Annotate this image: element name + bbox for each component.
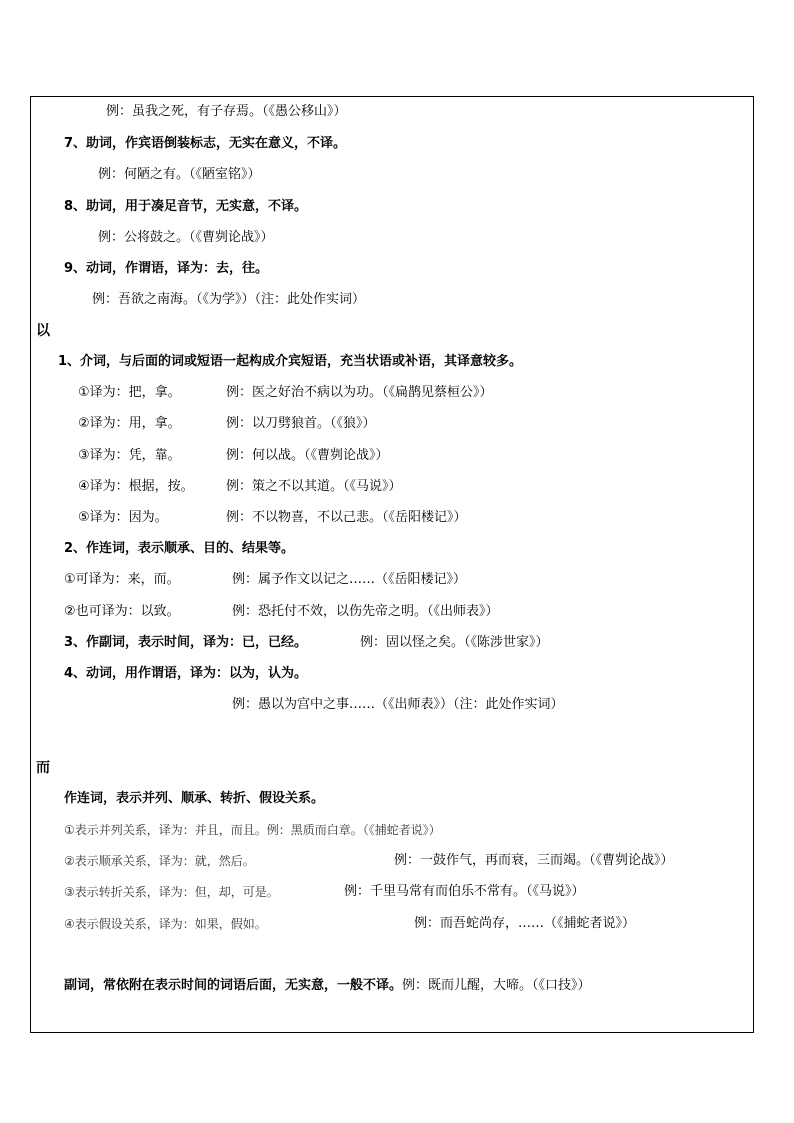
zhi-heading-8: 8、助词，用于凑足音节，无实意，不译。 (64, 199, 308, 214)
yi-item-3-translation: ③译为：凭，靠。 (78, 448, 181, 463)
section-title-yi: 以 (36, 323, 50, 339)
yi-item-2-translation: ②译为：用，拿。 (78, 416, 181, 431)
zhi-heading-9: 9、动词，作谓语，译为：去，往。 (64, 261, 269, 276)
yi-example-3: 例：固以怪之矣。（《陈涉世家》） (360, 635, 549, 650)
er-adverb-heading: 副词，常依附在表示时间的词语后面，无实意，一般不译。 (64, 978, 403, 993)
yi-item-1-example: 例：医之好治不病以为功。（《扁鹊见蔡桓公》） (226, 385, 493, 400)
yi-heading-3: 3、作副词，表示时间，译为：已，已经。 (64, 635, 308, 650)
er-adverb-line (64, 978, 591, 994)
zhi-example-7: 例：何陋之有。（《陋室铭》） (98, 167, 261, 182)
er-item-3-translation: ③表示转折关系，译为：但，却，可是。 (64, 885, 279, 899)
yi-item-5-translation: ⑤译为：因为。 (78, 510, 168, 525)
yi-conj-2-translation: ②也可译为：以致。 (64, 604, 180, 619)
zhi-example-8: 例：公将鼓之。（《曹刿论战》） (98, 230, 274, 245)
yi-heading-2: 2、作连词，表示顺承、目的、结果等。 (64, 541, 295, 556)
yi-item-3-example: 例：何以战。（《曹刿论战》） (226, 448, 389, 463)
er-adverb-example: 例：既而儿醒，大啼。（《口技》） (402, 978, 591, 993)
yi-item-2-example: 例：以刀劈狼首。（《狼》） (226, 416, 376, 431)
zhi-heading-7: 7、助词，作宾语倒装标志，无实在意义，不译。 (64, 136, 347, 151)
er-item-2-example: 例：一鼓作气，再而衰，三而竭。（《曹刿论战》） (394, 853, 674, 868)
yi-item-5-example: 例：不以物喜，不以己悲。（《岳阳楼记》） (226, 510, 467, 525)
er-heading: 作连词，表示并列、顺承、转折、假设关系。 (64, 791, 325, 806)
yi-heading-1: 1、介词，与后面的词或短语一起构成介宾短语，充当状语或补语，其译意较多。 (58, 354, 523, 369)
er-item-4-example: 例：而吾蛇尚存，……（《捕蛇者说》） (414, 916, 636, 931)
zhi-example-9: 例：吾欲之南海。（《为学》）（注：此处作实词） (92, 292, 366, 307)
yi-conj-1-translation: ①可译为：来，而。 (64, 572, 180, 587)
yi-conj-1-example: 例：属予作文以记之……（《岳阳楼记》） (232, 572, 467, 587)
yi-item-4-translation: ④译为：根据，按。 (78, 479, 194, 494)
yi-heading-4: 4、动词，用作谓语，译为：以为，认为。 (64, 666, 308, 681)
er-item-3-example: 例：千里马常有而伯乐不常有。（《马说》） (344, 884, 585, 899)
er-item-1: ①表示并列关系，译为：并且，而且。例：黑质而白章。（《捕蛇者说》） (64, 823, 441, 837)
yi-item-4-example: 例：策之不以其道。（《马说》） (226, 479, 402, 494)
yi-conj-2-example: 例：恐托付不效，以伤先帝之明。（《出师表》） (232, 604, 499, 619)
zhi-example-6: 例：虽我之死，有子存焉。（《愚公移山》） (106, 104, 347, 119)
er-item-2-translation: ②表示顺承关系，译为：就，然后。 (64, 854, 255, 868)
yi-example-4: 例：愚以为宫中之事……（《出师表》）（注：此处作实词） (232, 697, 564, 712)
yi-item-1-translation: ①译为：把，拿。 (78, 385, 181, 400)
section-title-er: 而 (36, 760, 50, 776)
er-item-4-translation: ④表示假设关系，译为：如果，假如。 (64, 917, 267, 931)
